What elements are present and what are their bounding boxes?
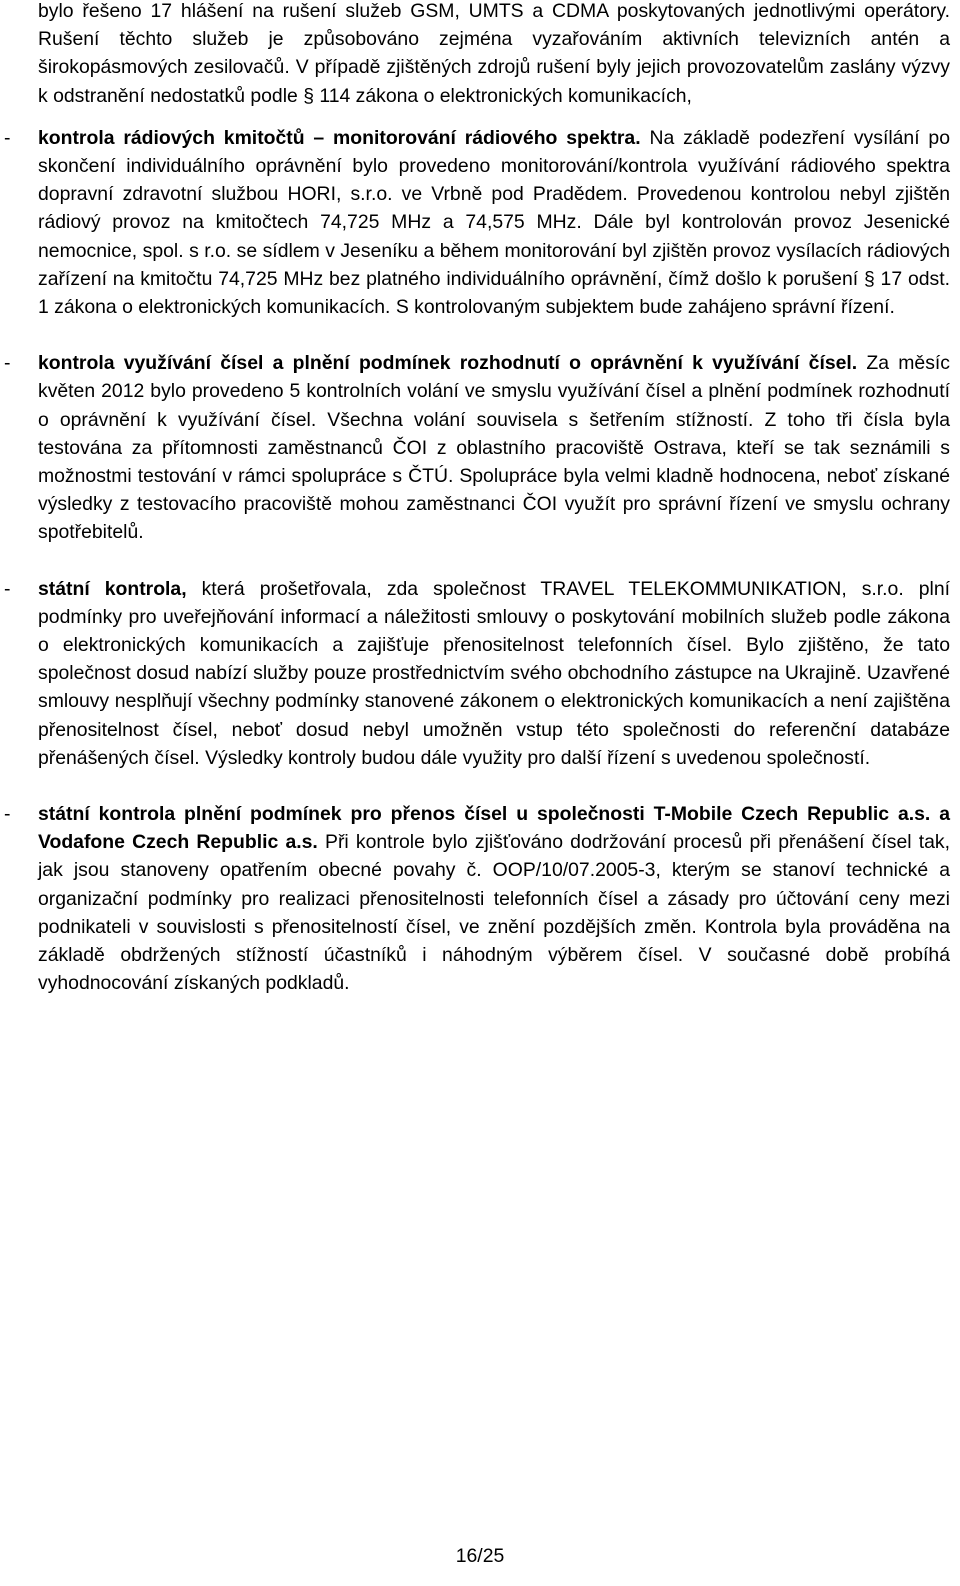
intro-paragraph — [38, 0, 950, 110]
list-item-heading: státní kontrola, — [38, 577, 187, 600]
list-dash: - — [4, 803, 11, 826]
page-number: 16/25 — [455, 1545, 505, 1567]
list-item-paragraph — [38, 349, 950, 546]
list-item-paragraph — [38, 124, 950, 321]
list-item-text: Za měsíc květen 2012 bylo provedeno 5 kontrolních volání ve smyslu využívání čísel a plnění podmínek rozhodnutí o oprávnění k využívání čísel. Všechna volání souvisela s šetřením stížností. Z toho tři čísla byla testována za přítomnosti zaměstnanců ČOI z oblastního pracoviště Ostrava, kteří se tak seznámili s možnostmi testování v rámci spolupráce s ČTÚ. Spolupráce byla velmi kladně hodnocena, neboť získané výsledky z testovacího pracoviště mohou zaměstnanci ČOI využít pro správní řízení ve smyslu ochrany spotřebitelů. — [38, 352, 950, 544]
list-item-text: Na základě podezření vysílání po skončení individuálního oprávnění bylo provedeno monitorování/kontrola využívání rádiového spektra dopravní zdravotní službou HORI, s.r.o. ve Vrbně pod Pradědem. Provedenou kontrolou nebyl zjištěn rádiový provoz na kmitočtech 74,725 MHz a 74,575 MHz. Dále byl kontrolován provoz Jesenické nemocnice, spol. s r.o. se sídlem v Jeseníku a během monitorování byl zjištěn provoz vysílacích rádiových zařízení na kmitočtu 74,725 MHz bez platného individuálního oprávnění, čímž došlo k porušení § 17 odst. 1 zákona o elektronických komunikacích. S kontrolovaným subjektem bude zahájeno správní řízení. — [38, 126, 951, 319]
list-item-state-control-travel — [4, 575, 950, 772]
list-item-paragraph — [38, 575, 950, 772]
list-item-text: Při kontrole bylo zjišťováno dodržování procesů při přenášení čísel tak, jak jsou stanoveny opatřením obecné povahy č. OOP/10/07.2005-3, kterým se stanoví technické a organizační podmínky pro realizaci přenositelnosti telefonních čísel a zásady pro účtování ceny mezi podnikateli v souvislosti s přenositelností čísel, ve znění pozdějších změn. Kontrola byla prováděna na základě obdržených stížností účastníků i náhodným výběrem čísel. V současné době probíhá vyhodnocování získaných podkladů. — [38, 831, 950, 995]
list-dash: - — [4, 126, 11, 149]
intro-text: bylo řešeno 17 hlášení na rušení služeb GSM, UMTS a CDMA poskytovaných jednotlivými operátory. Rušení těchto služeb je způsobováno zejména vyzařováním aktivních televizních antén a širokopásmových zesilovačů. V případě zjištěných zdrojů rušení byly jejich provozovatelům zaslány výzvy k odstranění nedostatků podle § 114 zákona o elektronických komunikacích, — [38, 0, 950, 107]
list-item-heading: kontrola rádiových kmitočtů – monitorování rádiového spektra. — [38, 126, 641, 149]
list-item-heading: státní kontrola plnění podmínek pro přenos čísel u společnosti T-Mobile Czech Republic a.s. a Vodafone Czech Republic a.s. — [38, 803, 950, 854]
list-item-text: která prošetřovala, zda společnost TRAVEL TELEKOMMUNIKATION, s.r.o. plní podmínky pro uveřejňování informací a náležitosti smlouvy o poskytování mobilních služeb podle zákona o elektronických komunikacích a zajišťuje přenositelnost telefonních čísel. Bylo zjištěno, že tato společnost dosud nabízí služby pouze prostřednictvím svého obchodního zástupce na Ukrajině. Uzavřené smlouvy nesplňují všechny podmínky stanovené zákonem o elektronických komunikacích a není zajištěna přenositelnost čísel, neboť dosud nebyl umožněn vstup této společnosti do referenční databáze přenášených čísel. Výsledky kontroly budou dále využity pro další řízení s uvedenou společností. — [38, 577, 950, 769]
list-item-paragraph — [38, 800, 950, 997]
list-item-state-control-number-porting — [4, 800, 950, 997]
list-item-radio-frequency-control — [4, 124, 951, 321]
list-dash: - — [4, 352, 11, 375]
list-item-number-usage-control — [4, 349, 950, 546]
list-dash: - — [4, 577, 11, 600]
list-item-heading: kontrola využívání čísel a plnění podmínek rozhodnutí o oprávnění k využívání čísel. — [38, 352, 858, 375]
document-page — [4, 0, 951, 998]
